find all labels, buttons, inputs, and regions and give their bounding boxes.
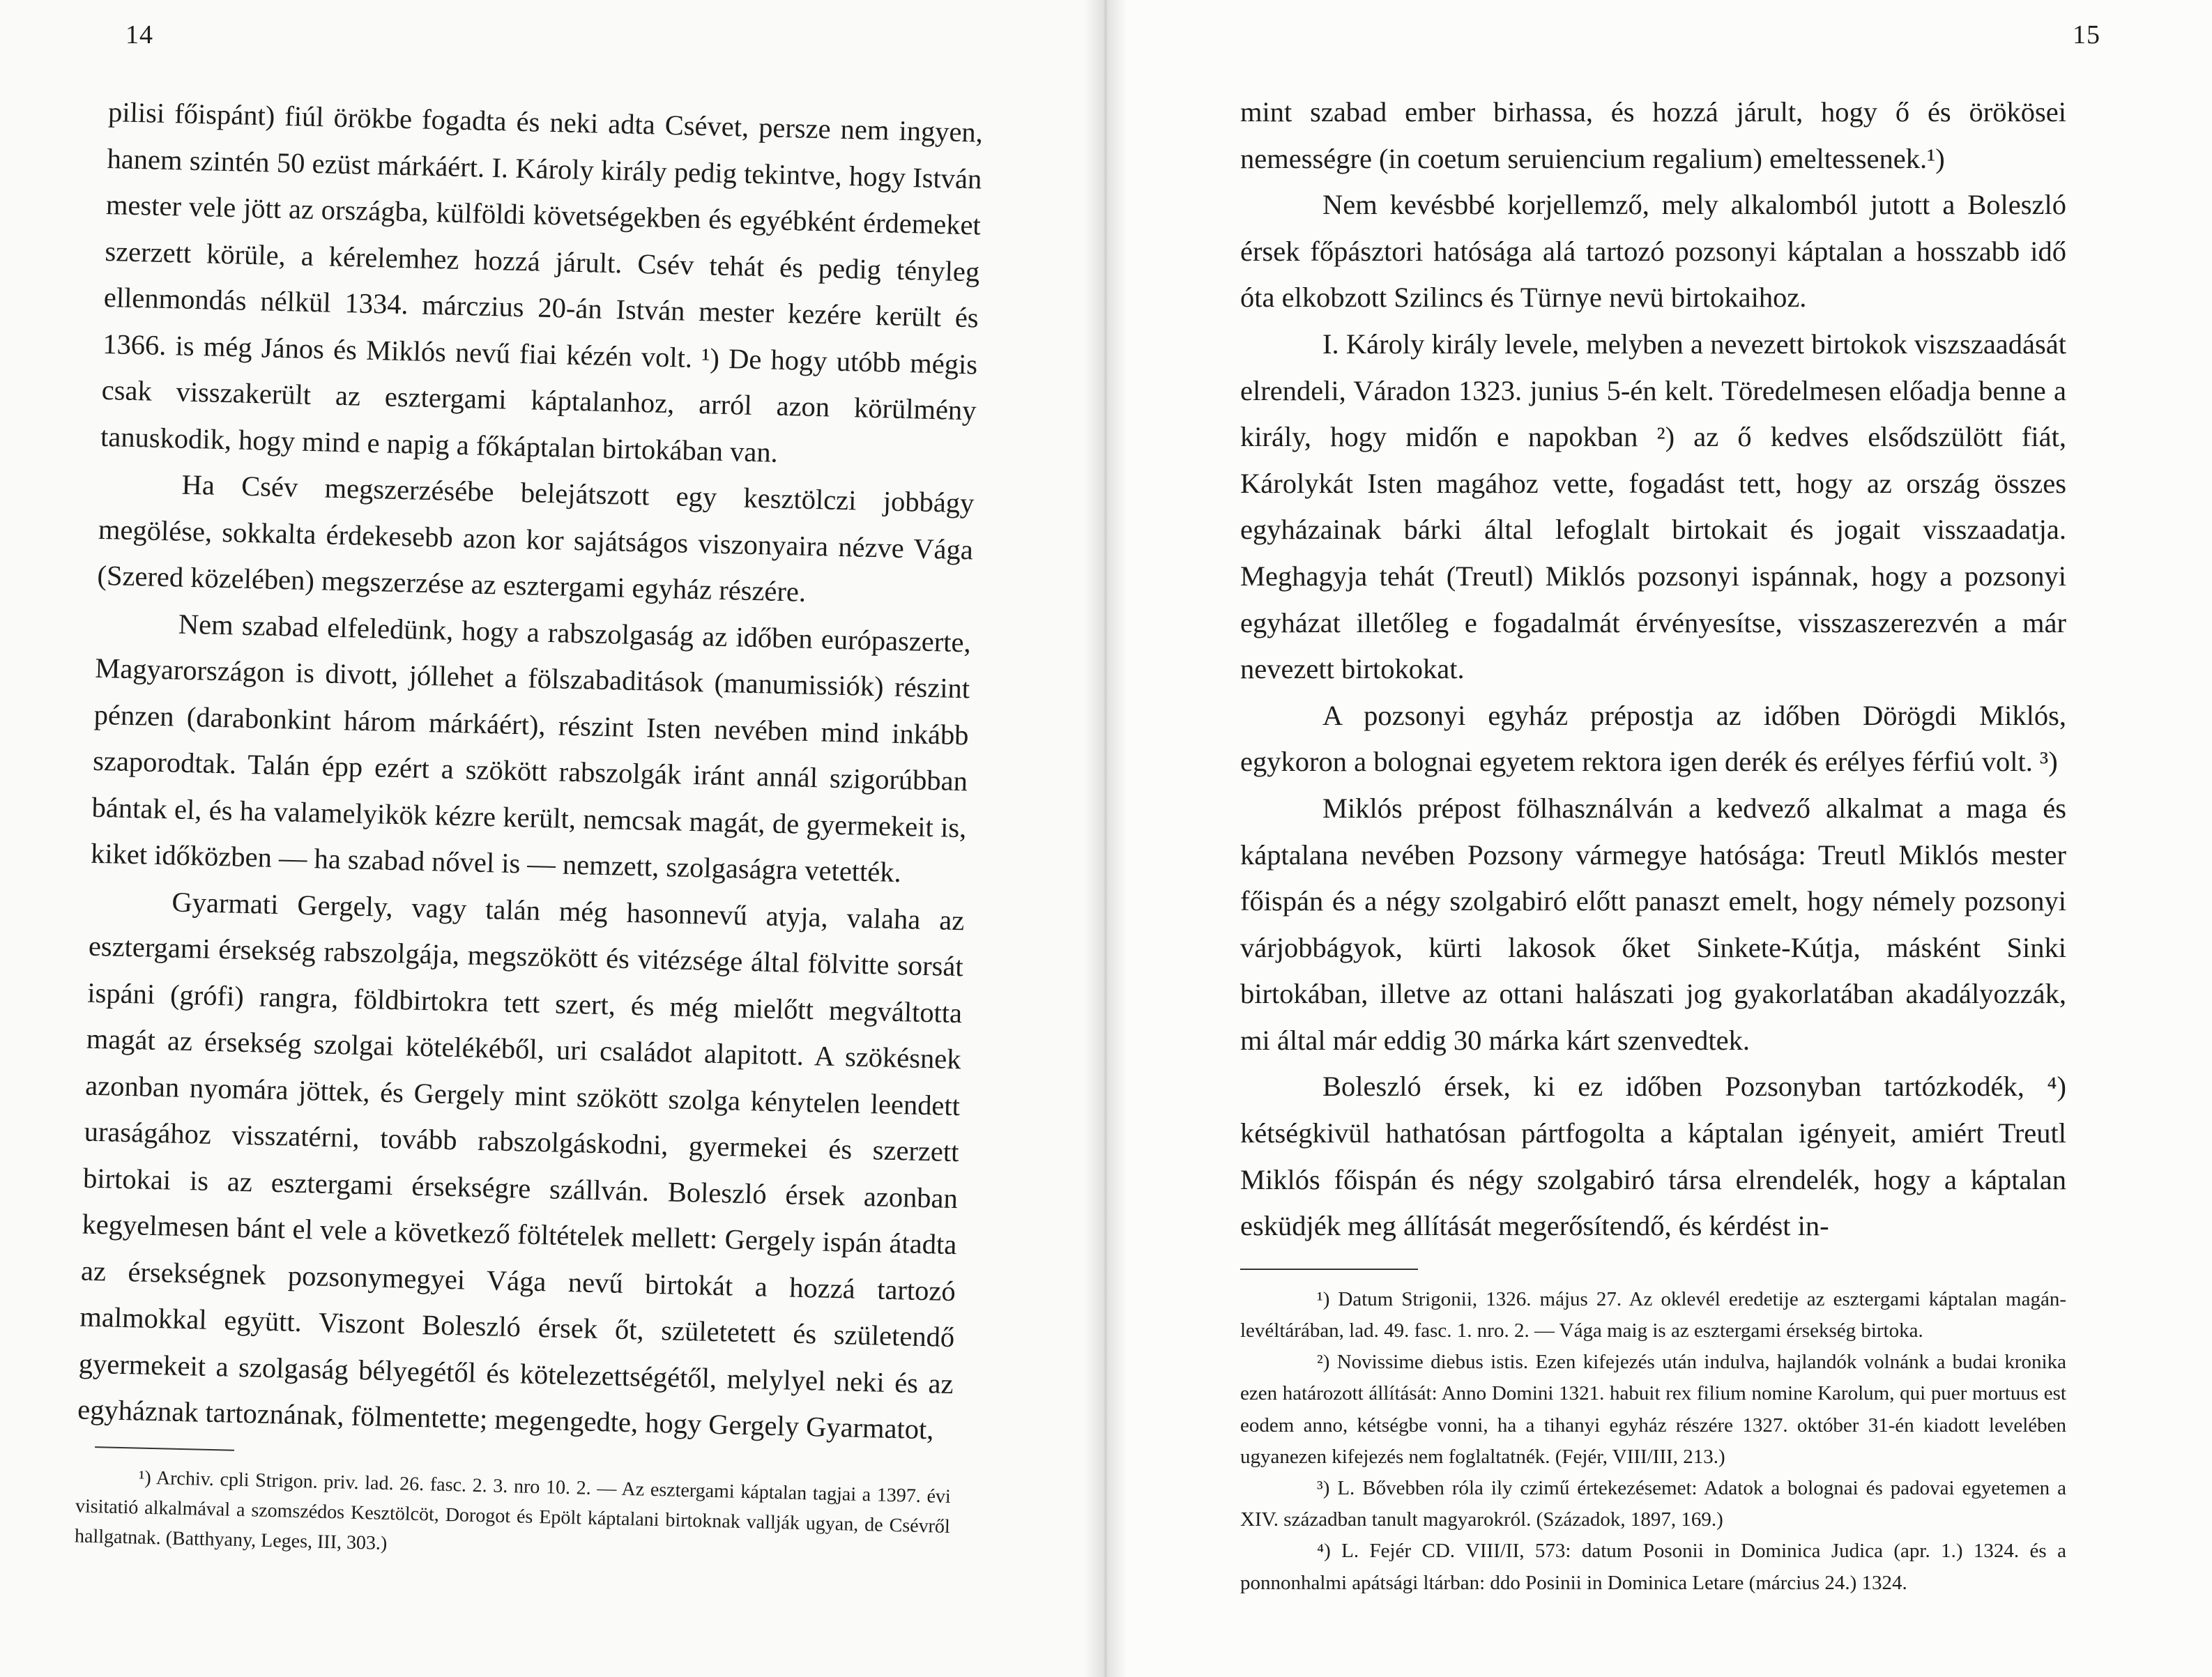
paragraph: Nem kevésbbé korjellemző, mely alkalomból jutott a Boleszló érsek főpásztori hatósága alá tartozó pozsonyi káptalan a hosszabb idő óta elkobzott Szilincs és Türnye nevü birtokaihoz. [1240,189,2066,314]
paragraph: Miklós prépost fölhasználván a kedvező alkalmat a maga és káptalana nevében Pozsony vármegye hatósága: Treutl Miklós mester főispán és a négy szolgabiró előtt panaszt emelt, hogy némely pozsonyi várjobbágyok, kürti lakosok őket Sinkete-Kútja, másként Sinki birtokában, illetve az ottani halászati jog gyakorlatában akadályozzák, mi által már eddig 30 márka kárt szenvedtek. [1240,792,2066,1056]
footnote: ²) Novissime diebus istis. Ezen kifejezés után indulva, hajlandók volnánk a budai kronika ezen határozott állítását: Anno Domini 1321. habuit rex filium nomine Karolum, qui puer mortuus est eodem anno, kétségbe vonni, ha a tihanyi egyház részére 1327. október 31-én kiadott levelében ugyanezen kifejezés nem foglaltatnék. (Fejér, VIII/III, 213.) [1240,1351,2066,1468]
paragraph: Ha Csév megszerzésébe belejátszott egy kesztölczi jobbágy megölése, sokkalta érdekesebb azon kor sajátságos viszonyaira nézve Vága (Szered közelében) megszerzése az esztergami egyház részére. [97,468,975,608]
footnote: ¹) Datum Strigonii, 1326. május 27. Az oklevél eredetije az esztergami káptalan magán-levéltárában, lad. 49. fasc. 1. nro. 2. — Vága maig is az esztergami érsekség birtoka. [1240,1287,2066,1342]
page-number: 14 [125,20,153,49]
paragraph: pilisi főispánt) fiúl örökbe fogadta és neki adta Csévet, persze nem ingyen, hanem szintén 50 ezüst márkáért. I. Károly király pedig tekintve, hogy István mester vele jött az országba, külföldi követségekben és egyébként érdemeket szerzett körüle, a kérelemhez hozzá járult. Csév tehát és pedig tényleg ellenmondás nélkül 1334. márczius 20-án István mester kezére került és 1366. is még János és Miklós nevű fiai kézén volt. ¹) De hogy utóbb mégis csak visszakerült az esztergami káptalanhoz, arról azon körülmény tanuskodik, hogy mind e napig a főkáptalan birtokában van. [100,95,984,468]
paragraph: Gyarmati Gergely, vagy talán még hasonnevű atyja, valaha az esztergami érsekség rabszolgája, megszökött és vitézsége által fölvitte sorsát ispáni (grófi) rangra, földbirtokra tett szert, és még mielőtt megváltotta magát az érsekség szolgai kötelékéből, uri családot alapitott. A szökésnek azonban nyomára jöttek, és Gergely mint szökött szolga kénytelen leendett uraságához visszatérni, tovább rabszolgáskodni, gyermekei és szerzett birtokai is az esztergami érsekségre szállván. Boleszló érsek azonban kegyelmesen bánt el vele a következő föltételek mellett: Gergely ispán átadta az érsekségnek pozsonymegyei Vága nevű birtokát a hozzá tartozó malmokkal együtt. Viszont Boleszló érsek őt, születetett és születendő gyermekeit a szolgaság bélyegétől és kötelezettségétől, melylyel neki és az egyháznak tartoznának, fölmentette; megengedte, hogy Gergely Gyarmatot, [77,885,965,1446]
right-page-body [1240,89,2066,1599]
paragraph: mint szabad ember birhassa, és hozzá járult, hogy ő és örökösei nemességre (in coetum seruiencium regalium) emeltessenek.¹) [1240,96,2066,174]
footnote: ⁴) L. Fejér CD. VIII/II, 573: datum Posonii in Dominica Judica (apr. 1.) 1324. és a ponnonhalmi apátsági ltárban: ddo Posinii in Dominica Letare (március 24.) 1324. [1240,1540,2066,1594]
page-number: 15 [2073,20,2100,49]
left-page-body [75,89,984,1571]
right-page [1106,0,2212,1677]
footnote-divider [95,1446,234,1451]
footnote: ³) L. Bővebben róla ily czimű értekezésemet: Adatok a bolognai és padovai egyetemen a XIV. században tanult magyarokról. (Századok, 1897, 169.) [1240,1477,2066,1531]
paragraph: I. Károly király levele, melyben a nevezett birtokok viszszaadását elrendeli, Váradon 1323. junius 5-én kelt. Töredelmesen előadja benne a király, hogy midőn e napokban ²) az ő kedves elsődszülött fiát, Károlykát Isten magához vette, fogadást tett, hogy az ország összes egyházainak bárki által lefoglalt birtokait és jogait visszaadatja. Meghagyja tehát (Treutl) Miklós pozsonyi ispánnak, hogy a pozsonyi egyházat illetőleg e fogadalmát érvényesítse, visszaszerezvén a már nevezett birtokokat. [1240,328,2066,685]
footnote-divider [1240,1269,1418,1270]
paragraph: Nem szabad elfeledünk, hogy a rabszolgaság az időben európaszerte, Magyarországon is divott, jóllehet a fölszabaditások (manumissiók) részint pénzen (darabonkint három márkáért), részint Isten nevében mind inkább szaporodtak. Talán épp ezért a szökött rabszolgák iránt annál szigorúbban bántak el, és ha valamelyikök kézre került, nemcsak magát, de gyermekeit is, kiket időközben — ha szabad nővel is — nemzett, szolgaságra vetették. [90,608,972,889]
paragraph: A pozsonyi egyház prépostja az időben Dörögdi Miklós, egykoron a bolognai egyetem rektora igen derék és erélyes férfiú volt. ³) [1240,699,2066,778]
footnote: ¹) Archiv. cpli Strigon. priv. lad. 26. fasc. 2. 3. nro 10. 2. — Az esztergami káptalan tagjai a 1397. évi visitatió alkalmával a szomszédos Kesztölcöt, Dorogot és Epölt káptalani birtoknak vallják ugyan, de Csévről hallgatnak. (Batthyany, Leges, III, 303.) [74,1467,952,1554]
book-gutter-shadow [1084,0,1127,1677]
paragraph: Boleszló érsek, ki ez időben Pozsonyban tartózkodék, ⁴) kétségkivül hathatósan pártfogolta a káptalan igényeit, amiért Treutl Miklós főispán és négy szolgabiró társa elrendelék, hogy a káptalan esküdjék meg állítását megerősítendő, és kérdést in- [1240,1071,2066,1242]
